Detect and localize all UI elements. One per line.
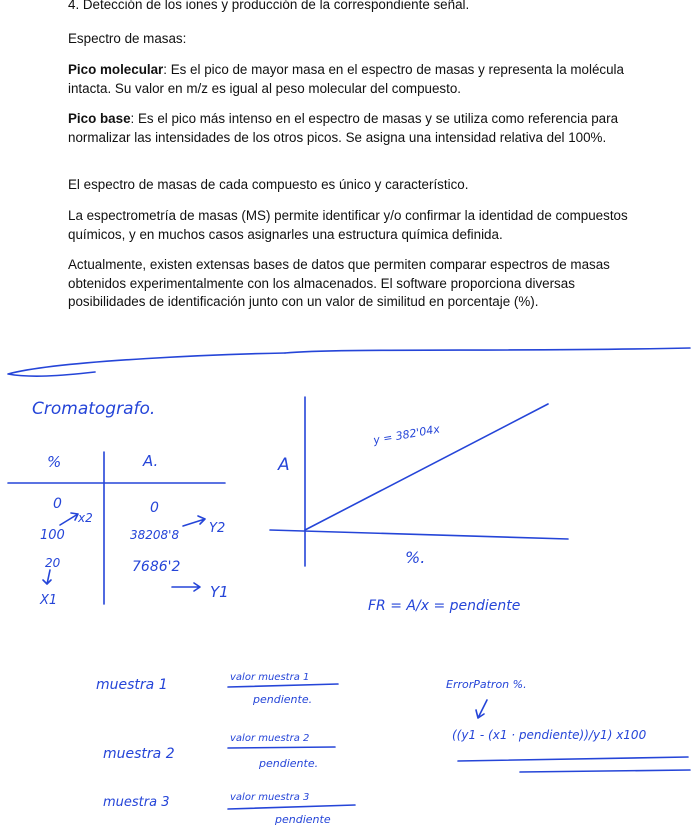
sample-2-numerator: valor muestra 2 <box>230 733 310 744</box>
cell-area-1: 38208'8 <box>130 528 180 542</box>
def-molecular-peak: : Es el pico de mayor masa en el espectro de masas y representa la molécula intacta. Su valor en m/z es igual al peso molecular del compuesto. <box>68 62 624 96</box>
cell-area-2: 7686'2 <box>132 559 181 575</box>
label-y1: Y1 <box>210 583 229 601</box>
paragraph-databases: Actualmente, existen extensas bases de datos que permiten comparar espectros de masas obtenidos experimentalmente con los almacenados. El software proporciona diversas posibilidades de identificación junto con un valor de similitud en porcentaje (%). <box>68 257 610 309</box>
fraction-bar <box>228 747 335 748</box>
error-underline <box>458 757 688 761</box>
arrow-y1 <box>172 583 200 591</box>
formula-fr: FR = A/x = pendiente <box>368 598 521 614</box>
label-x1: X1 <box>40 593 58 608</box>
separator-stroke <box>285 348 690 353</box>
table-header-percent: % <box>47 453 62 471</box>
graph-line-equation: y = 382'04x <box>372 422 441 447</box>
term-base-peak: Pico base <box>68 111 131 126</box>
paragraph-unique: El espectro de masas de cada compuesto es único y característico. <box>68 177 469 192</box>
term-molecular-peak: Pico molecular <box>68 62 164 77</box>
sample-3-label: muestra 3 <box>103 795 170 810</box>
sample-1-numerator: valor muestra 1 <box>230 672 310 683</box>
arrow-down <box>43 570 51 584</box>
fraction-bar <box>228 684 338 687</box>
sample-3-numerator: valor muestra 3 <box>230 792 310 803</box>
sample-2-denominator: pendiente. <box>259 757 319 770</box>
def-base-peak: : Es el pico más intenso en el espectro de masas y se utiliza como referencia para normalizar las intensidades de los otros picos. Se asigna una intensidad relativa del 100%. <box>68 111 619 145</box>
paragraph-ms: La espectrometría de masas (MS) permite identificar y/o confirmar la identidad de compuestos químicos, y en muchos casos asignarles una estructura química definida. <box>68 208 628 242</box>
error-title: ErrorPatron %. <box>446 678 527 691</box>
separator-stroke <box>8 353 285 376</box>
notes-title: Cromatografo. <box>32 399 156 419</box>
error-formula: ((y1 - (x1 · pendiente))/y1) x100 <box>452 728 647 742</box>
graph-x-axis <box>270 530 568 539</box>
sample-2-label: muestra 2 <box>103 746 175 762</box>
arrow-y2 <box>183 516 205 526</box>
sample-3-denominator: pendiente <box>275 813 331 826</box>
label-x2: x2 <box>78 511 93 525</box>
graph-x-label: %. <box>405 548 426 567</box>
graph-y-label: A <box>278 455 290 475</box>
cell-percent-0: 0 <box>53 496 62 512</box>
arrow-x2 <box>60 513 78 525</box>
cell-area-0: 0 <box>150 500 159 516</box>
arrow-error <box>476 700 487 718</box>
sample-1-label: muestra 1 <box>96 677 168 693</box>
error-underline <box>520 770 690 772</box>
paragraph-detection: 4. Detección de los iones y producción de la correspondiente señal. <box>68 0 470 12</box>
sample-1-denominator: pendiente. <box>253 693 313 706</box>
cell-percent-1: 100 <box>40 528 65 543</box>
cell-percent-2: 20 <box>45 556 61 570</box>
fraction-bar <box>228 805 355 809</box>
table-header-area: A. <box>143 452 159 470</box>
graph-line <box>305 404 548 530</box>
paragraph-spectrum-heading: Espectro de masas: <box>68 31 187 46</box>
label-y2: Y2 <box>209 521 226 536</box>
